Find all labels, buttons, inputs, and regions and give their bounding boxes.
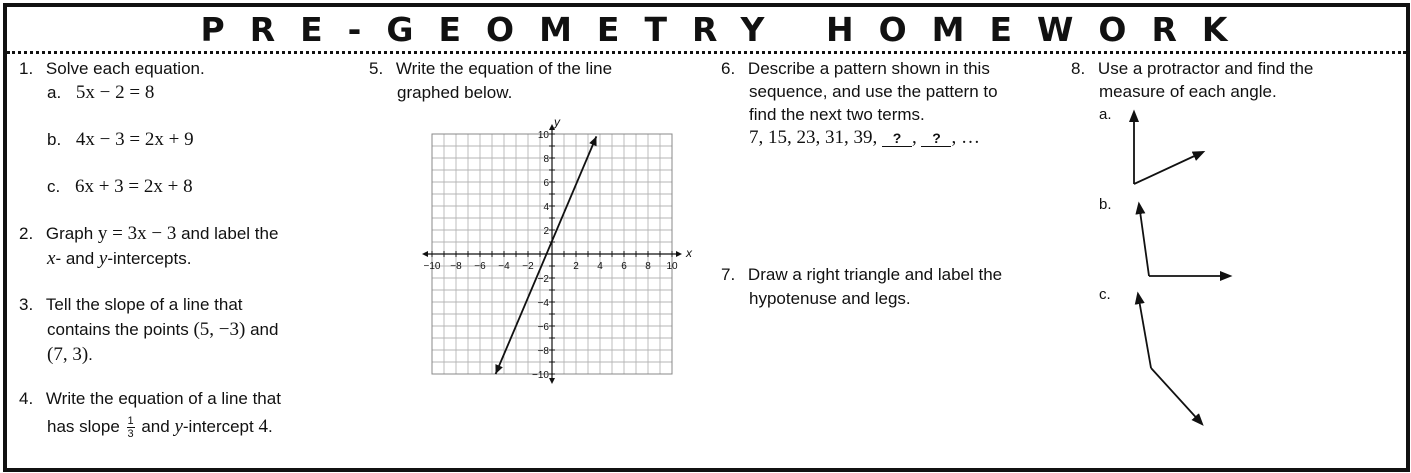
question-3: [19, 293, 243, 317]
q4-mid: and: [136, 417, 175, 436]
q6-blank-2: ?: [921, 130, 951, 147]
q3-number: 3.: [19, 295, 34, 314]
q3-end: .: [88, 345, 93, 364]
y-tick-label: 10: [537, 130, 549, 141]
q7-number: 7.: [721, 265, 736, 284]
q6-line2: sequence, and use the pattern to: [749, 82, 998, 101]
x-axis-arrow-right: [676, 251, 682, 257]
x-tick-label: −4: [498, 261, 510, 272]
q6-sequence: 7, 15, 23, 31, 39, ? , ? , …: [749, 127, 980, 148]
q7-line1: Draw a right triangle and label the: [747, 265, 1003, 284]
x-tick-label: 6: [621, 261, 627, 272]
q8-line2: measure of each angle.: [1099, 82, 1277, 101]
x-tick-label: 10: [666, 261, 678, 272]
y-axis-label: y: [554, 117, 560, 129]
angle-c: [1138, 294, 1202, 424]
q6-number: 6.: [721, 59, 736, 78]
x-tick-label: −2: [522, 261, 534, 272]
worksheet-frame: [3, 3, 1410, 472]
dotted-divider: [7, 51, 1406, 54]
coordinate-graph: [407, 117, 697, 391]
q1b-equation: 4x − 3 = 2x + 9: [75, 129, 194, 150]
q1b-label: b.: [47, 130, 62, 149]
q8-line1: Use a protractor and find the: [1097, 59, 1314, 78]
page-title: PRE-GEOMETRY HOMEWORK: [200, 9, 1253, 49]
y-tick-label: −6: [537, 322, 549, 333]
q2-number: 2.: [19, 224, 34, 243]
y-tick-label: −10: [532, 370, 549, 381]
q1-text: Solve each equation.: [45, 59, 205, 78]
x-tick-label: 8: [645, 261, 651, 272]
q4-fraction: [127, 415, 135, 440]
q4-number: 4.: [19, 389, 34, 408]
q8-number: 8.: [1071, 59, 1086, 78]
y-tick-label: 8: [543, 154, 549, 165]
angle-diagrams: [1117, 102, 1237, 442]
q2-x-var: x: [47, 248, 56, 269]
q4-frac-numerator: 1: [127, 415, 134, 428]
angle-a: [1134, 112, 1203, 184]
q3-line2-pre: contains the points: [47, 320, 194, 339]
y-tick-label: −4: [537, 298, 549, 309]
x-tick-label: −6: [474, 261, 486, 272]
q4-end: .: [267, 417, 273, 436]
x-tick-label: 4: [597, 261, 603, 272]
q2-mid-text: - and: [55, 249, 99, 268]
q4-y-var: y: [174, 416, 183, 437]
q1a-equation: 5x − 2 = 8: [75, 82, 155, 103]
q8-label-c: c.: [1099, 286, 1111, 303]
q3-line2-post: and: [245, 320, 279, 339]
q3-point-2: (7, 3): [47, 344, 89, 365]
q1c-equation: 6x + 3 = 2x + 8: [74, 176, 193, 197]
y-tick-label: −8: [537, 346, 549, 357]
q2-end-text: -intercepts.: [107, 249, 192, 268]
x-tick-label: 2: [573, 261, 579, 272]
q1-part-b: [47, 128, 194, 152]
q4-line1: Write the equation of a line that: [45, 389, 281, 408]
q2-line2: [47, 247, 191, 271]
q1-part-a: [47, 81, 154, 105]
q7-line2: hypotenuse and legs.: [749, 289, 911, 308]
x-axis-arrow-left: [422, 251, 428, 257]
q4-frac-denominator: 3: [127, 428, 134, 441]
x-axis-label: x: [686, 246, 692, 260]
question-4: [19, 387, 281, 411]
q3-line3: [47, 343, 93, 367]
q1a-label: a.: [47, 83, 62, 102]
y-tick-label: 2: [543, 226, 549, 237]
q4-line2: [47, 411, 273, 443]
q8-label-b: b.: [1099, 196, 1112, 213]
x-tick-label: −10: [423, 261, 441, 272]
y-tick-label: 6: [543, 178, 549, 189]
q8-label-a: a.: [1099, 106, 1112, 123]
y-tick-label: −2: [537, 274, 549, 285]
q6-line3: find the next two terms.: [749, 105, 925, 124]
q6-blank-1: ?: [882, 130, 912, 147]
q6-line1: Describe a pattern shown in this: [747, 59, 990, 78]
q4-pre: has slope: [47, 417, 125, 436]
question-2: [19, 222, 278, 246]
q1-part-c: [47, 175, 193, 199]
question-1: [19, 57, 205, 81]
q2-equation: y = 3x − 3: [97, 223, 177, 244]
x-tick-label: −8: [450, 261, 462, 272]
q3-line1: Tell the slope of a line that: [45, 295, 243, 314]
question-8: [1071, 57, 1313, 81]
question-5: [369, 57, 612, 81]
q2-y-var: y: [98, 248, 108, 269]
q6-ellipsis: , …: [951, 127, 980, 148]
q2-pre: Graph: [45, 224, 98, 243]
q2-post: and label the: [176, 224, 279, 243]
q4-value: 4: [258, 416, 268, 437]
angle-b: [1139, 204, 1230, 276]
q5-number: 5.: [369, 59, 384, 78]
y-axis-arrow-down: [549, 378, 555, 384]
q3-line2: [47, 318, 278, 342]
q1-number: 1.: [19, 59, 34, 78]
question-6: [721, 57, 990, 81]
question-7: [721, 263, 1002, 287]
q5-line2: graphed below.: [397, 83, 513, 102]
q5-line1: Write the equation of the line: [395, 59, 613, 78]
q4-post: -intercept: [182, 417, 259, 436]
q1c-label: c.: [47, 177, 61, 196]
y-tick-label: 4: [543, 202, 549, 213]
q6-sequence-terms: 7, 15, 23, 31, 39,: [749, 127, 878, 148]
q3-point-1: (5, −3): [193, 319, 246, 340]
